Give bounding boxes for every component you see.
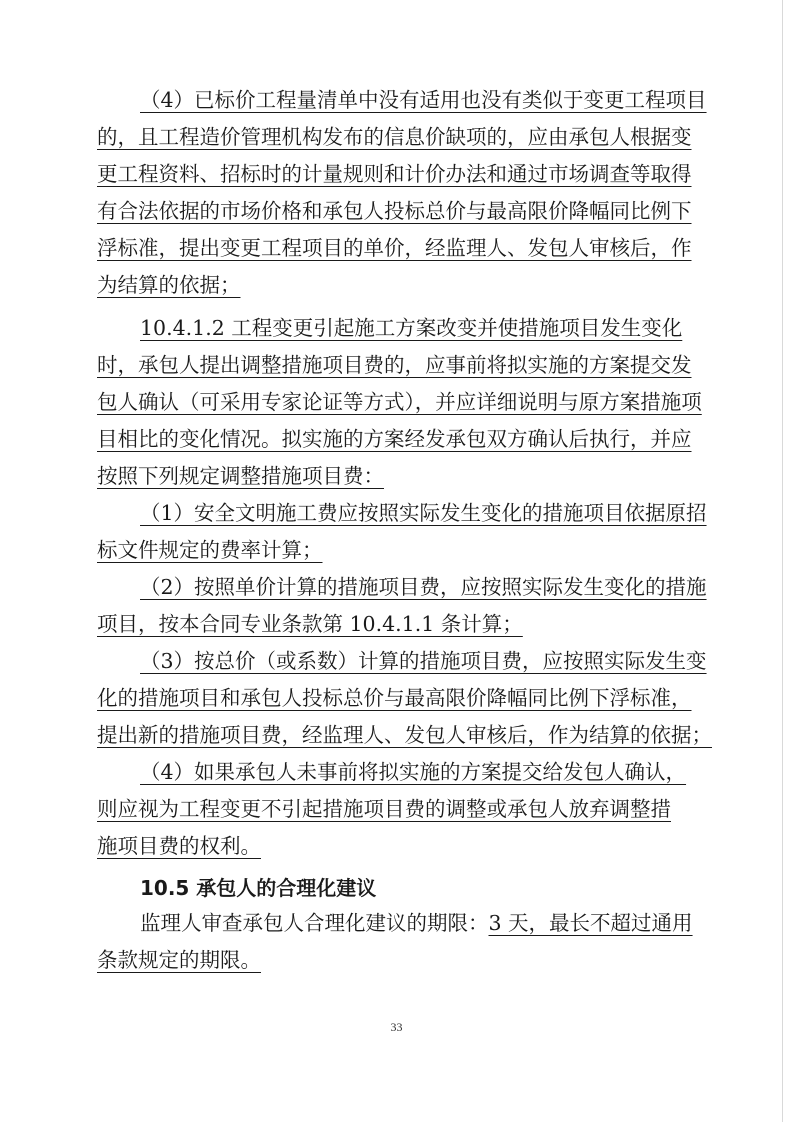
text-line: 浮标准，提出变更工程项目的单价，经监理人、发包人审核后，作 <box>97 236 692 260</box>
text-line: 更工程资料、招标时的计量规则和计价办法和通过市场调查等取得 <box>97 162 692 186</box>
text-line: 标文件规定的费率计算； <box>97 538 323 562</box>
section-heading: 10.5 承包人的合理化建议 <box>140 876 377 900</box>
text-line: 包人确认（可采用专家论证等方式），并应详细说明与原方案措施项 <box>97 390 702 414</box>
text-line: 条款规定的期限。 <box>97 948 261 972</box>
text-line: 10.4.1.2 工程变更引起施工方案改变并使措施项目发生变化 <box>140 316 683 340</box>
text-line: 施项目费的权利。 <box>97 834 261 858</box>
text-line: 化的措施项目和承包人投标总价与最高限价降幅同比例下浮标准， <box>97 686 692 710</box>
text-line: （3）按总价（或系数）计算的措施项目费，应按照实际发生变 <box>140 649 707 673</box>
text-line: 目相比的变化情况。拟实施的方案经发承包双方确认后执行，并应 <box>97 427 692 451</box>
text-line: （2）按照单价计算的措施项目费，应按照实际发生变化的措施 <box>140 575 707 599</box>
text-line: 为结算的依据； <box>97 273 241 297</box>
text-line: （1）安全文明施工费应按照实际发生变化的措施项目依据原招 <box>140 501 707 525</box>
text-line: 项目，按本合同专业条款第 10.4.1.1 条计算； <box>97 612 523 636</box>
text-span-underlined: 3 天，最长不超过通用 <box>488 911 693 935</box>
page-edge <box>782 0 783 1122</box>
text-line: （4）如果承包人未事前将拟实施的方案提交给发包人确认， <box>140 760 687 784</box>
text-line: 有合法依据的市场价格和承包人投标总价与最高限价降幅同比例下 <box>97 199 692 223</box>
text-line: 按照下列规定调整措施项目费： <box>97 464 384 488</box>
text-line: 提出新的措施项目费，经监理人、发包人审核后，作为结算的依据； <box>97 723 712 747</box>
text-line: 的，且工程造价管理机构发布的信息价缺项的，应由承包人根据变 <box>97 125 692 149</box>
text-line: （4）已标价工程量清单中没有适用也没有类似于变更工程项目 <box>140 88 707 112</box>
text-line: 则应视为工程变更不引起措施项目费的调整或承包人放弃调整措 <box>97 797 671 821</box>
text-span: 监理人审查承包人合理化建议的期限： <box>140 911 489 935</box>
text-line: 时，承包人提出调整措施项目费的，应事前将拟实施的方案提交发 <box>97 353 692 377</box>
text-line <box>140 910 693 936</box>
page-number: 33 <box>390 1020 403 1034</box>
